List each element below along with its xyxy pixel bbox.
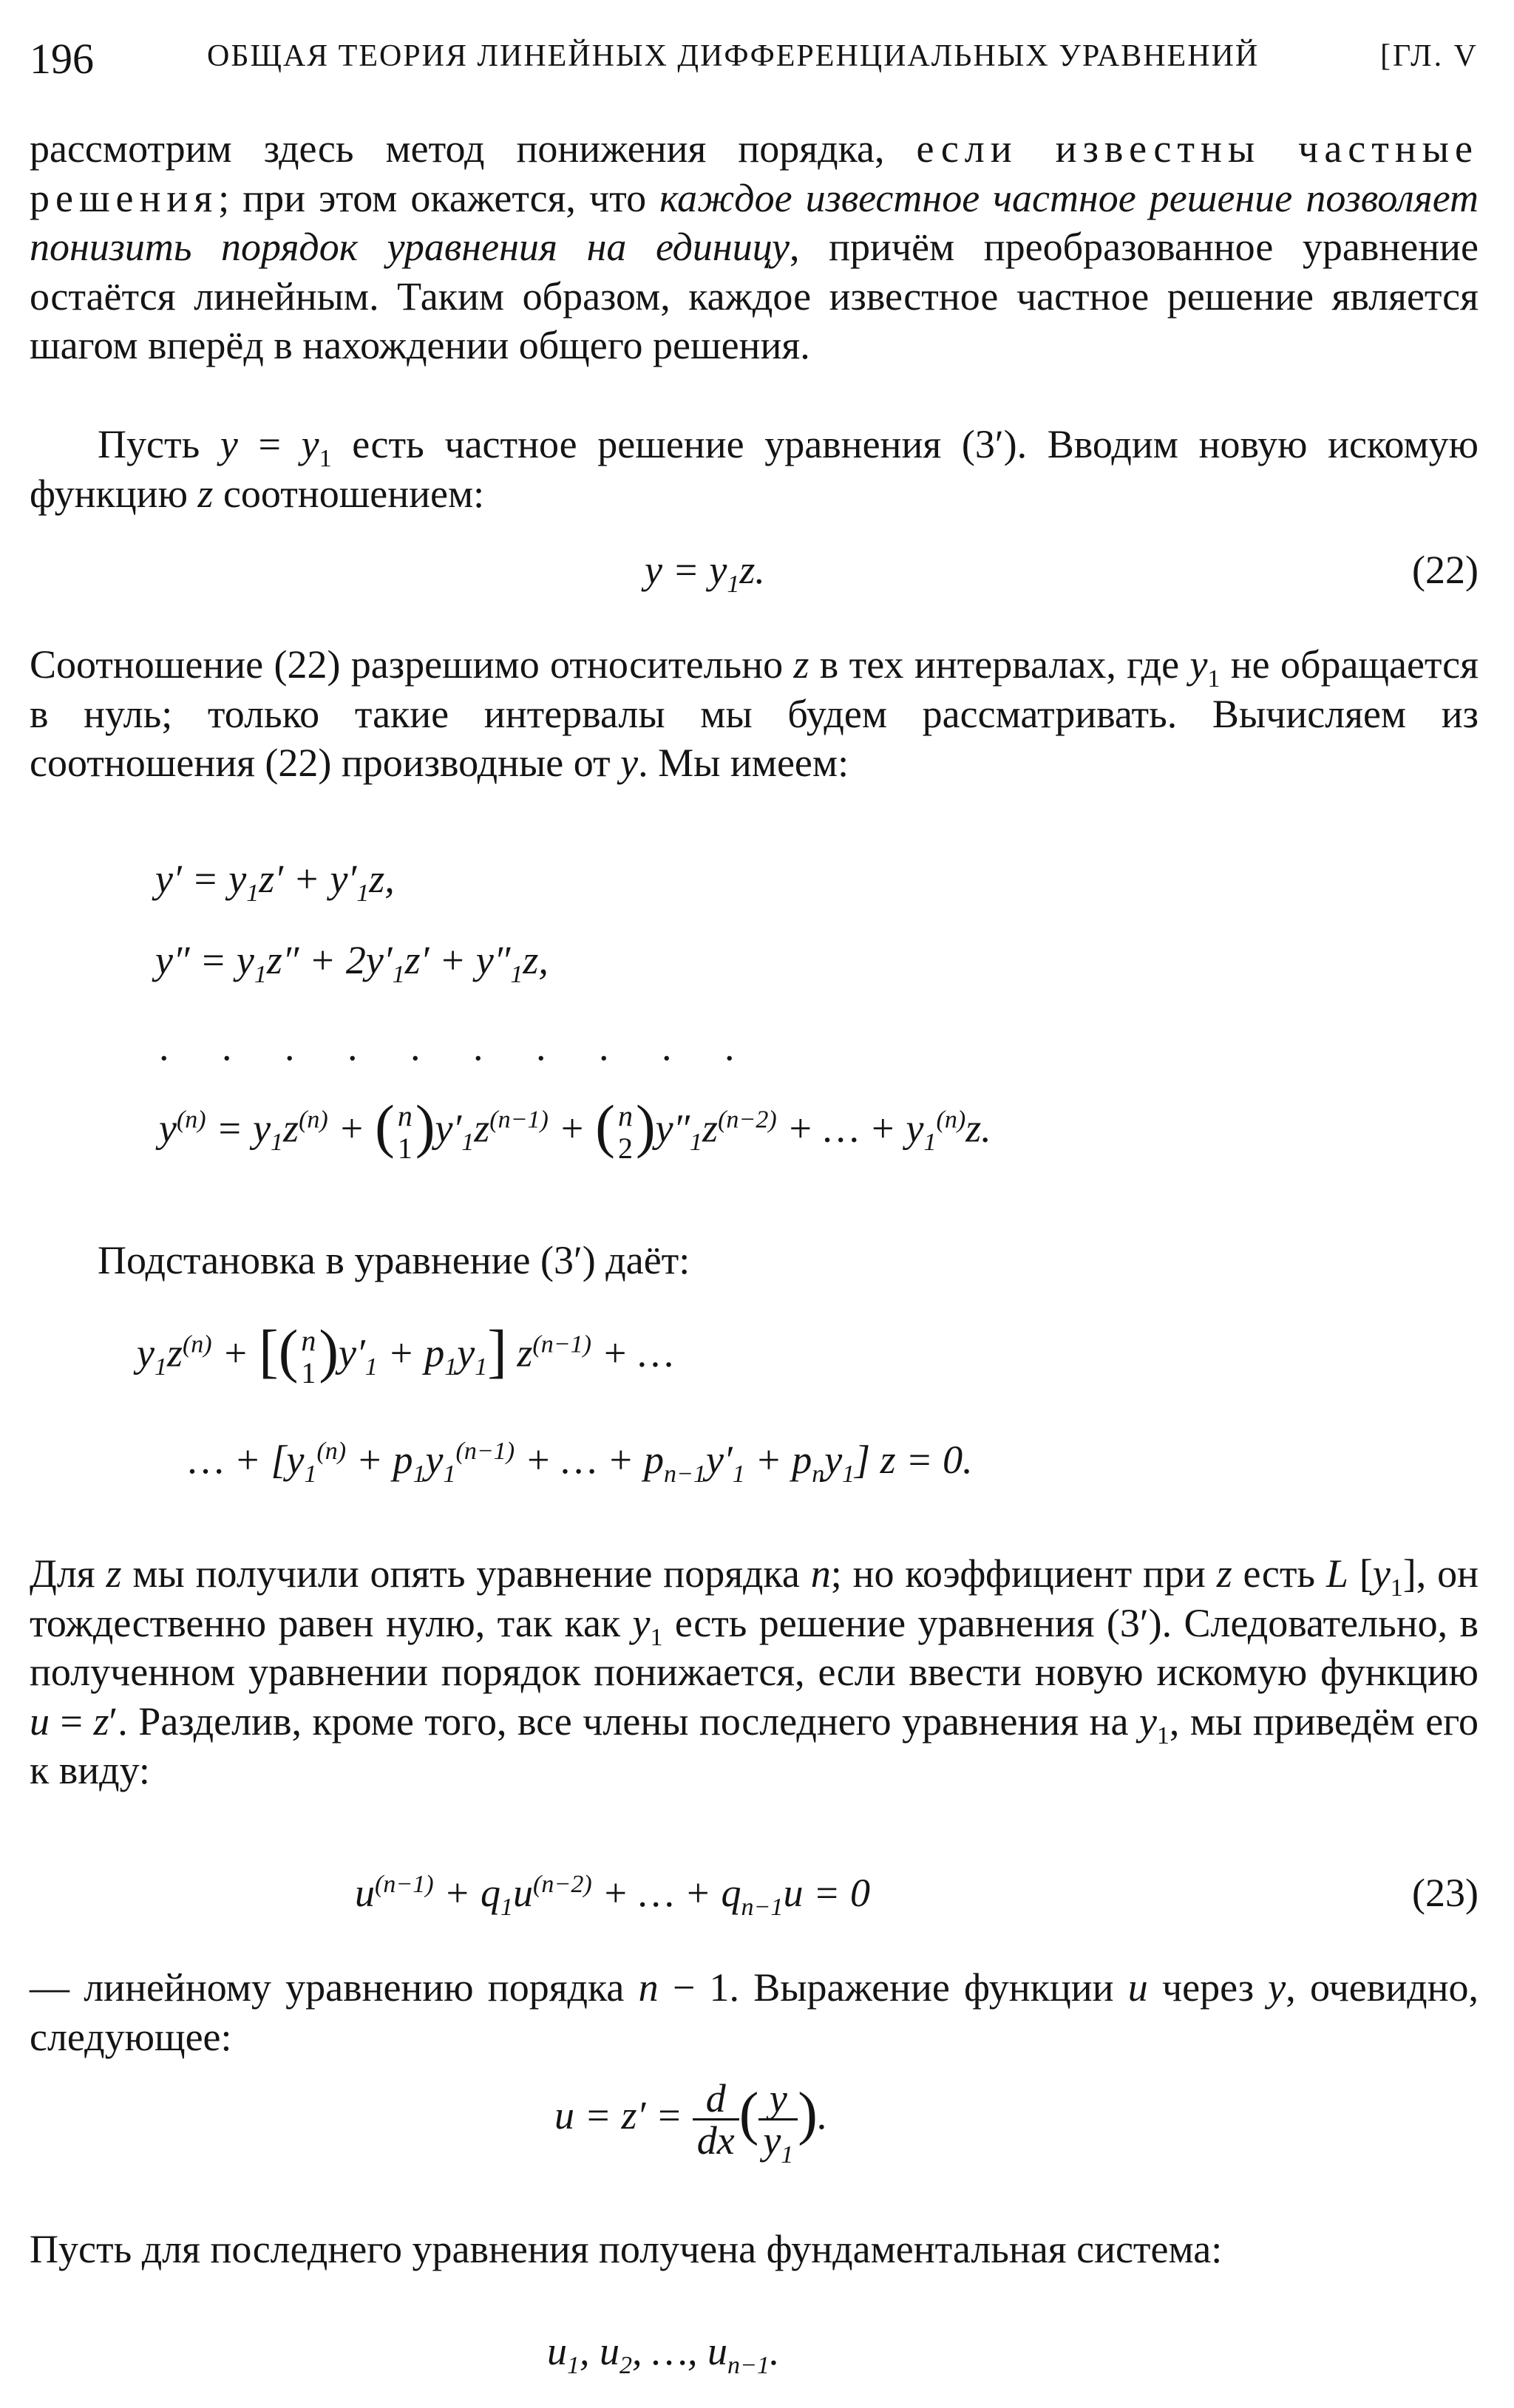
paragraph-reduction: Для z мы получили опять уравнение порядка n; но коэффициент при z есть L $[y_1]$, он тождественно равен нулю, так как $y_1$ есть решение уравнения (3′). Следовательно, в полученном уравнении порядок понижается, если ввести новую искомую функцию u = z′. Разделив, кроме того, все члены последнего уравнения на $y_1$, мы приведём его к виду: bbox=[30, 1551, 1479, 1792]
substituted-equation-line1: $y_1z^{(n)}$ + [( n $1)y'_1 + p_1y_1$] $z^{(n-1)}$ + … bbox=[137, 1319, 674, 1390]
paragraph-fundamental-system: Пусть для последнего уравнения получена фундаментальная система: bbox=[30, 2227, 1223, 2271]
equation-23: $u^{(n-1)} + q_1u^{(n-2)}$ + … + $q_{n-1}u = 0$ bbox=[355, 1871, 870, 1921]
fundamental-system-list: $u_1$, $u_2$, …, $u_{n-1}$. bbox=[547, 2329, 780, 2379]
ellipsis-row: . . . . . . . . . . bbox=[159, 1024, 756, 1069]
running-header bbox=[30, 28, 1479, 87]
equation-23-number: (23) bbox=[1412, 1871, 1479, 1915]
derivative-first: $y' = y_1z' + y'_1z$, bbox=[155, 857, 395, 907]
italic-emphasis: каждое известное частное решение позволяет понизить порядок уравнения на единицу bbox=[30, 175, 1479, 269]
paragraph-intro: рассмотрим здесь метод понижения порядка, если известны частные решения; при этом окажется, что каждое известное частное решение позволяет понизить порядок уравнения на единицу, причём преобразованное уравнение остаётся линейным. Таким образом, каждое известное частное решение является шагом вперёд в нахождении общего решения. bbox=[30, 126, 1479, 367]
paragraph-linear-equation: — линейному уравнению порядка n − 1. Выражение функции u через y, очевидно, следующее: bbox=[30, 1965, 1479, 2059]
paragraph-substitution: Пусть $y = y_1$ есть частное решение уравнения (3′). Вводим новую искомую функцию z соотношением: bbox=[30, 422, 1479, 516]
running-title: ОБЩАЯ ТЕОРИЯ ЛИНЕЙНЫХ ДИФФЕРЕНЦИАЛЬНЫХ УРАВНЕНИЙ bbox=[207, 39, 1260, 73]
u-expression: u = z′ = $\frac{d}{dx}$ ( $\frac{y}{y_1}$ ). bbox=[554, 2076, 828, 2169]
paragraph-substitution-result: Подстановка в уравнение (3′) даёт: bbox=[98, 1238, 690, 1282]
page-number: 196 bbox=[30, 35, 94, 83]
derivative-second: $y'' = y_1z'' + 2y'_1z' + y''_1z$, bbox=[155, 938, 549, 988]
spaced-emphasis: если известны частные решения bbox=[30, 126, 1479, 220]
paragraph-derivatives: Соотношение (22) разрешимо относительно z в тех интервалах, где $y_1$ не обращается в нуль; только такие интервалы мы будем рассматривать. Вычисляем из соотношения (22) производные от y. Мы имеем: bbox=[30, 642, 1479, 785]
substituted-equation-line2: … + [$y_1^{(n)} + p_1y_1^{(n-1)}$ + … + $p_{n-1}y'_1 + p_ny_1$] z = 0. bbox=[189, 1438, 973, 1488]
derivative-nth: $y^{(n)} = y_1z^{(n)}$ + ( n $1)y'_1z^{(n-1)}$ + ( n $2)y''_1z^{(n-2)}$ + … + $y_1^{(n)}z$. bbox=[159, 1094, 991, 1165]
equation-22-number: (22) bbox=[1412, 548, 1479, 592]
equation-22: $y = y_1z$. bbox=[645, 548, 765, 598]
chapter-label: [ГЛ. V bbox=[1380, 39, 1479, 73]
